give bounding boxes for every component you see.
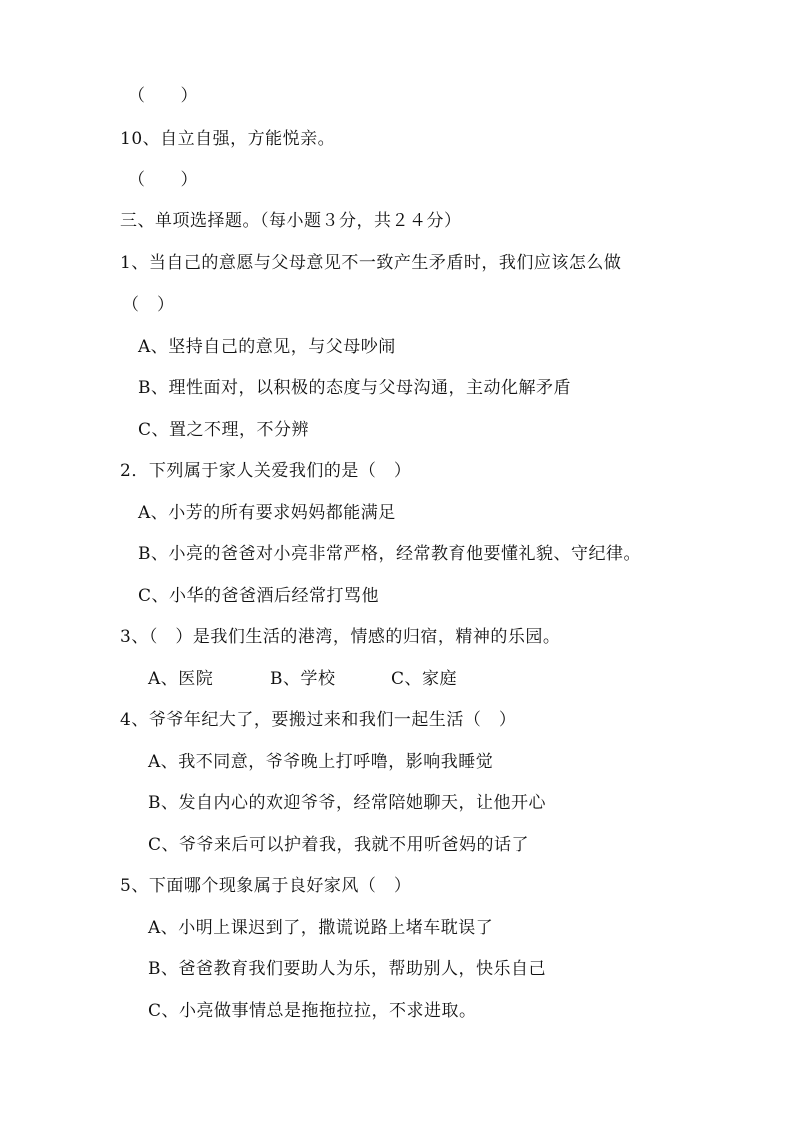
answer-blank: （ ） [128, 86, 198, 106]
answer-blank: （ ） [122, 295, 175, 315]
option-a: A、小明上课迟到了，撒谎说路上堵车耽误了 [148, 918, 494, 938]
question-stem: 3、（ ）是我们生活的港湾，情感的归宿，精神的乐园。 [120, 627, 561, 647]
option-a: A、坚持自己的意见，与父母吵闹 [138, 337, 396, 357]
question-stem: 2．下列属于家人关爱我们的是（ ） [120, 461, 412, 481]
question-10-text: 10、自立自强，方能悦亲。 [120, 129, 336, 149]
question-stem: 4、爷爷年纪大了，要搬过来和我们一起生活（ ） [120, 710, 517, 730]
option-b: B、小亮的爸爸对小亮非常严格，经常教育他要懂礼貌、守纪律。 [138, 544, 641, 564]
option-c: C、家庭 [391, 669, 458, 689]
option-c: C、爷爷来后可以护着我，我就不用听爸妈的话了 [148, 835, 530, 855]
option-b: B、理性面对，以积极的态度与父母沟通，主动化解矛盾 [138, 378, 571, 398]
option-b: B、学校 [270, 669, 336, 689]
question-stem: 1、当自己的意愿与父母意见不一致产生矛盾时，我们应该怎么做 [120, 253, 622, 273]
option-b: B、爸爸教育我们要助人为乐，帮助别人，快乐自己 [148, 959, 546, 979]
option-c: C、小华的爸爸酒后经常打骂他 [138, 586, 380, 606]
option-c: C、小亮做事情总是拖拖拉拉，不求进取。 [148, 1001, 477, 1021]
option-a: A、我不同意，爷爷晚上打呼噜，影响我睡觉 [148, 752, 494, 772]
option-b: B、发自内心的欢迎爷爷，经常陪她聊天，让他开心 [148, 793, 546, 813]
section-heading: 三、单项选择题。（每小题３分，共２４分） [120, 211, 462, 231]
option-a: A、小芳的所有要求妈妈都能满足 [138, 503, 396, 523]
option-a: A、医院 [148, 669, 214, 689]
question-stem: 5、下面哪个现象属于良好家风（ ） [120, 876, 412, 896]
answer-blank: （ ） [128, 170, 198, 190]
option-c: C、置之不理，不分辨 [138, 420, 310, 440]
